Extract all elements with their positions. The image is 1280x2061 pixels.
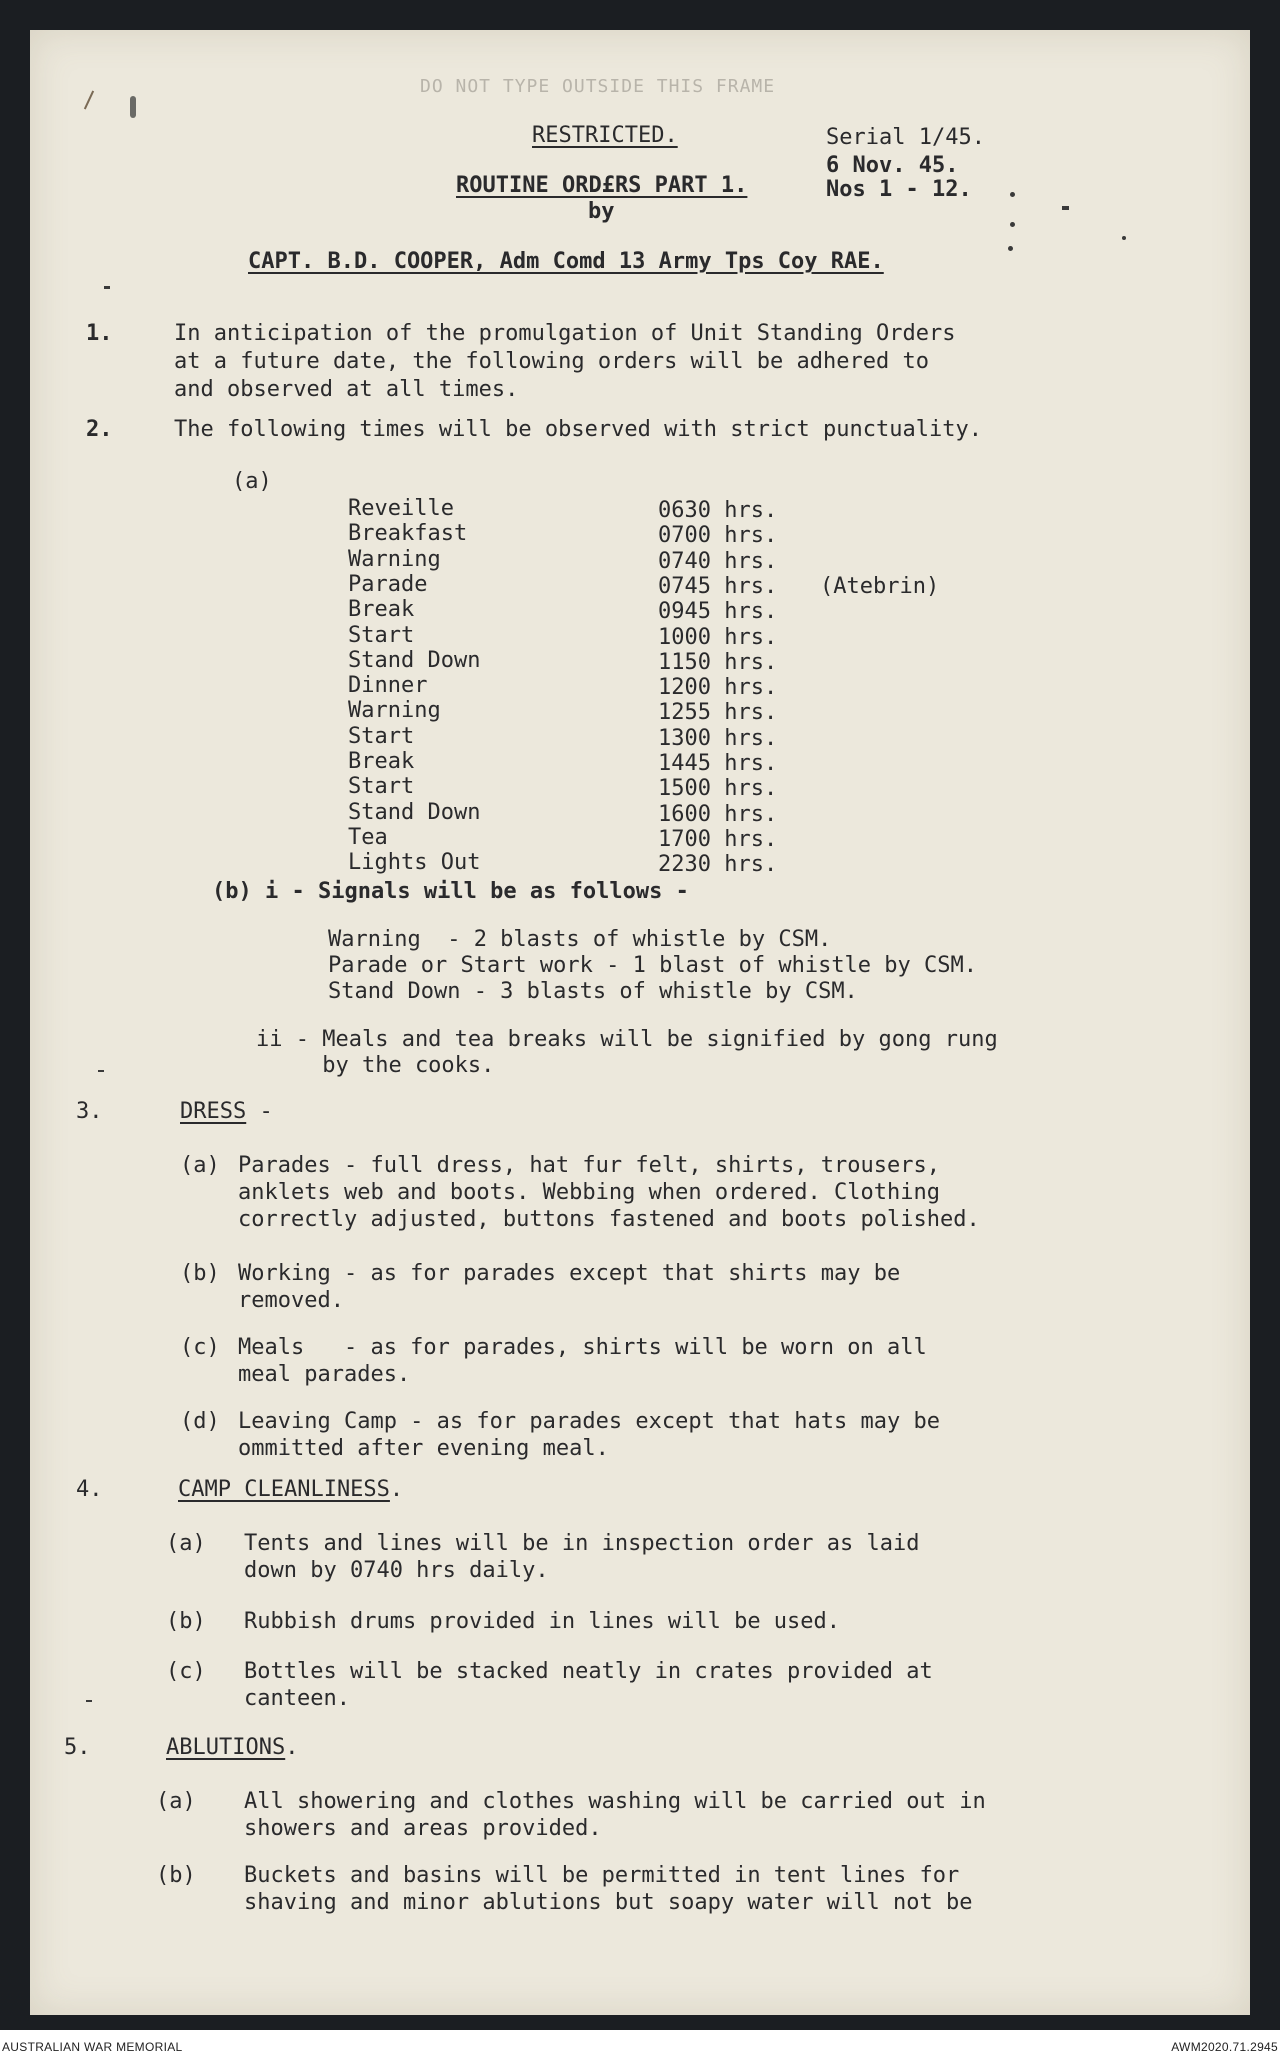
section-1-line: at a future date, the following orders will be adhered to — [174, 349, 929, 374]
timetable-event: Start — [348, 723, 415, 749]
item-line: Tents and lines will be in inspection order as laid — [244, 1531, 920, 1556]
section-3-number: 3. — [76, 1099, 103, 1124]
item-line: Leaving Camp - as for parades except that hats may be — [238, 1409, 940, 1434]
timetable-event: Start — [348, 622, 415, 648]
timetable-time: 1300 hrs. — [658, 725, 778, 751]
document-date: 6 Nov. 45. — [826, 153, 959, 178]
section-4-heading: CAMP CLEANLINESS. — [178, 1477, 404, 1502]
section-5-heading: ABLUTIONS. — [166, 1735, 299, 1760]
document-page — [30, 30, 1250, 2015]
section-1-line: In anticipation of the promulgation of Unit Standing Orders — [174, 321, 956, 346]
punch-mark — [130, 96, 136, 118]
timetable-event: Breakfast — [348, 521, 468, 547]
ink-dot — [1062, 206, 1069, 210]
section-1-number: 1. — [86, 321, 113, 346]
timetable-time: 1150 hrs. — [658, 649, 778, 675]
timetable-time: 1500 hrs. — [658, 776, 778, 802]
item-line: All showering and clothes washing will be carried out in — [244, 1789, 986, 1814]
item-label: (b) — [156, 1863, 196, 1888]
section-1-line: and observed at all times. — [174, 377, 519, 402]
signal-line: Parade or Start work - 1 blast of whistle by CSM. — [328, 953, 978, 978]
item-line: meal parades. — [238, 1362, 411, 1387]
item-label: (c) — [166, 1659, 206, 1684]
section-2-number: 2. — [86, 417, 113, 442]
timetable-event: Dinner — [348, 673, 428, 699]
item-label: (b) — [166, 1609, 206, 1634]
item-line: Bottles will be stacked neatly in crates provided at — [244, 1659, 933, 1684]
item-line: Parades - full dress, hat fur felt, shirts, trousers, — [238, 1153, 940, 1178]
timetable-event: Warning — [348, 698, 441, 724]
margin-mark — [98, 1070, 104, 1072]
section-3-heading: DRESS - — [180, 1099, 273, 1124]
margin-mark — [104, 286, 110, 289]
item-line: showers and areas provided. — [244, 1816, 602, 1841]
item-label: (a) — [156, 1789, 196, 1814]
item-line: removed. — [238, 1288, 344, 1313]
pin-mark — [84, 91, 94, 110]
timetable-time: 1600 hrs. — [658, 801, 778, 827]
signals-intro: (b) i - Signals will be as follows - — [212, 879, 689, 904]
timetable-event: Reveille — [348, 496, 454, 521]
timetable-time: 2230 hrs. — [658, 852, 778, 878]
item-line: anklets web and boots. Webbing when ordered. Clothing — [238, 1180, 940, 1205]
timetable-event: Stand Down — [348, 799, 481, 825]
footer-left: AUSTRALIAN WAR MEMORIAL — [2, 2040, 183, 2054]
item-label: (a) — [166, 1531, 206, 1556]
serial-number: Serial 1/45. — [826, 125, 985, 150]
timetable-event: Lights Out — [348, 850, 481, 876]
timetable-time: 0945 hrs. — [658, 599, 778, 625]
timetable-event: Start — [348, 774, 415, 800]
timetable-event: Parade — [348, 571, 428, 597]
meals-signal-line: ii - Meals and tea breaks will be signified by gong rung — [256, 1027, 998, 1052]
faint-header-text: DO NOT TYPE OUTSIDE THIS FRAME — [420, 76, 776, 97]
item-line: Meals - as for parades, shirts will be worn on all — [238, 1335, 927, 1360]
by-label: by — [588, 199, 615, 224]
item-line: ommitted after evening meal. — [238, 1436, 609, 1461]
margin-mark — [86, 1700, 92, 1702]
meals-signal-line: by the cooks. — [256, 1053, 495, 1078]
timetable-note: (Atebrin) — [820, 573, 940, 599]
timetable-time: 0740 hrs. — [658, 548, 778, 574]
signal-line: Warning - 2 blasts of whistle by CSM. — [328, 927, 832, 952]
timetable-time: 1255 hrs. — [658, 700, 778, 726]
document-title: ROUTINE ORD£RS PART 1. — [456, 173, 748, 198]
timetable-time: 1000 hrs. — [658, 624, 778, 650]
classification-label: RESTRICTED. — [532, 123, 678, 148]
item-line: correctly adjusted, buttons fastened and boots polished. — [238, 1207, 980, 1232]
timetable-event: Break — [348, 749, 415, 774]
timetable-event: Tea — [348, 824, 388, 850]
ink-dot — [1010, 222, 1015, 227]
item-line: down by 0740 hrs daily. — [244, 1558, 549, 1583]
item-line: Working - as for parades except that shirts may be — [238, 1261, 901, 1286]
signal-line: Stand Down - 3 blasts of whistle by CSM. — [328, 979, 858, 1004]
timetable-event: Warning — [348, 546, 441, 572]
timetable-time: 0630 hrs. — [658, 498, 778, 523]
item-line: canteen. — [244, 1686, 350, 1711]
ink-dot — [1010, 192, 1015, 197]
item-line: shaving and minor ablutions but soapy water will not be — [244, 1890, 973, 1915]
item-label: (d) — [180, 1409, 220, 1434]
issuing-authority: CAPT. B.D. COOPER, Adm Comd 13 Army Tps Coy RAE. — [248, 249, 884, 274]
item-label: (c) — [180, 1335, 220, 1360]
order-numbers: Nos 1 - 12. — [826, 177, 972, 202]
timetable-time: 0745 hrs. — [658, 573, 778, 599]
timetable-time: 1200 hrs. — [658, 675, 778, 701]
section-5-number: 5. — [64, 1735, 91, 1760]
timetable-event: Stand Down — [348, 647, 481, 673]
timetable-event: Break — [348, 597, 415, 623]
section-4-number: 4. — [76, 1477, 103, 1502]
footer-right: AWM2020.71.2945 — [1171, 2040, 1278, 2054]
item-line: Rubbish drums provided in lines will be used. — [244, 1609, 841, 1634]
timetable-time: 0700 hrs. — [658, 523, 778, 549]
ink-dot — [1008, 246, 1013, 251]
section-2-intro: The following times will be observed with strict punctuality. — [174, 417, 982, 442]
item-line: Buckets and basins will be permitted in tent lines for — [244, 1863, 960, 1888]
item-label: (a) — [180, 1153, 220, 1178]
timetable-time: 1700 hrs. — [658, 826, 778, 852]
timetable-time: 1445 hrs. — [658, 751, 778, 776]
item-label: (b) — [180, 1261, 220, 1286]
section-2a-label: (a) — [232, 469, 272, 494]
ink-dot — [1122, 236, 1126, 240]
